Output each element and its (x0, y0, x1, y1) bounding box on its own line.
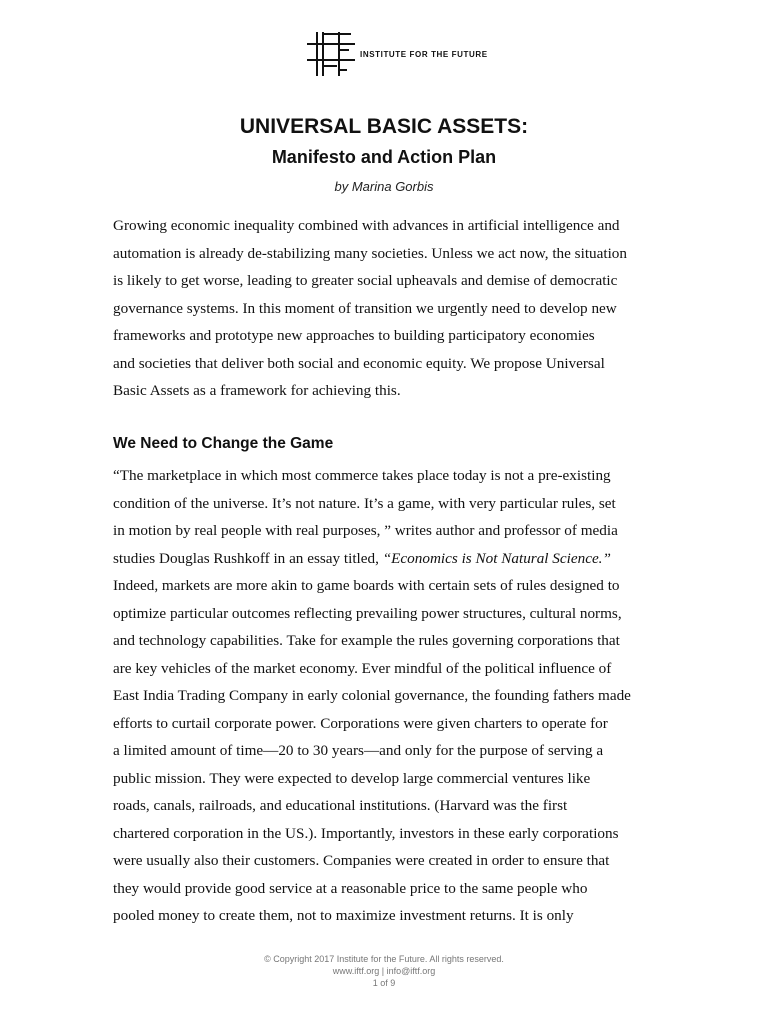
text-line: frameworks and prototype new approaches to building participatory economies (113, 327, 595, 344)
copyright-notice: © Copyright 2017 Institute for the Future. All rights reserved. (264, 954, 504, 964)
text-line: East India Trading Company in early colonial governance, the founding fathers made (113, 687, 631, 704)
text-line: Basic Assets as a framework for achieving this. (113, 382, 401, 399)
text-line (113, 545, 658, 573)
text-line: chartered corporation in the US.). Importantly, investors in these early corporations (113, 824, 619, 842)
text-line: they would provide good service at a reasonable price to the same people who (113, 879, 588, 897)
text-line: Indeed, markets are more akin to game boards with certain sets of rules designed to (113, 577, 620, 594)
iftf-logo (303, 30, 488, 80)
text-segment: studies Douglas Rushkoff in an essay titled, (113, 549, 383, 567)
document-subtitle: Manifesto and Action Plan (271, 147, 497, 167)
text-line: “The marketplace in which most commerce takes place today is not a pre-existing (113, 467, 611, 484)
text-line: efforts to curtail corporate power. Corporations were given charters to operate for (113, 714, 608, 732)
text-line: public mission. They were expected to develop large commercial ventures like (113, 769, 591, 787)
text-line: and technology capabilities. Take for example the rules governing corporations that (113, 632, 620, 649)
text-line: is likely to get worse, leading to greater social upheavals and demise of democratic (113, 272, 618, 289)
text-line: governance systems. In this moment of transition we urgently need to develop new (113, 299, 617, 317)
logo-text: INSTITUTE FOR THE FUTURE (360, 50, 488, 59)
author-byline: by Marina Gorbis (334, 179, 434, 194)
section-paragraph (113, 462, 658, 930)
text-line: roads, canals, railroads, and educational institutions. (Harvard was the first (113, 797, 568, 814)
text-line: were usually also their customers. Companies were created in order to ensure that (113, 852, 610, 869)
essay-title-citation: “Economics is Not Natural Science.” (382, 549, 611, 567)
intro-paragraph (113, 212, 658, 405)
document-title: UNIVERSAL BASIC ASSETS: (239, 115, 529, 138)
text-line: optimize particular outcomes reflecting prevailing power structures, cultural norms, (113, 604, 622, 622)
page-footer (0, 953, 768, 989)
text-line: Growing economic inequality combined with advances in artificial intelligence and (113, 217, 620, 234)
page-number: 1 of 9 (372, 978, 396, 988)
text-line: pooled money to create them, not to maximize investment returns. It is only (113, 907, 574, 924)
text-line: condition of the universe. It’s not nature. It’s a game, with very particular rules, set (113, 494, 616, 512)
text-line: and societies that deliver both social and economic equity. We propose Universal (113, 354, 605, 372)
text-line: in motion by real people with real purposes, ” writes author and professor of media (113, 522, 618, 539)
text-line: are key vehicles of the market economy. Ever mindful of the political influence of (113, 659, 612, 677)
text-line: automation is already de-stabilizing many societies. Unless we act now, the situation (113, 244, 627, 262)
contact-info: www.iftf.org | info@iftf.org (332, 966, 436, 976)
iftf-logo-icon (303, 30, 359, 80)
text-line: a limited amount of time—20 to 30 years—and only for the purpose of serving a (113, 742, 604, 759)
section-heading: We Need to Change the Game (113, 435, 334, 452)
